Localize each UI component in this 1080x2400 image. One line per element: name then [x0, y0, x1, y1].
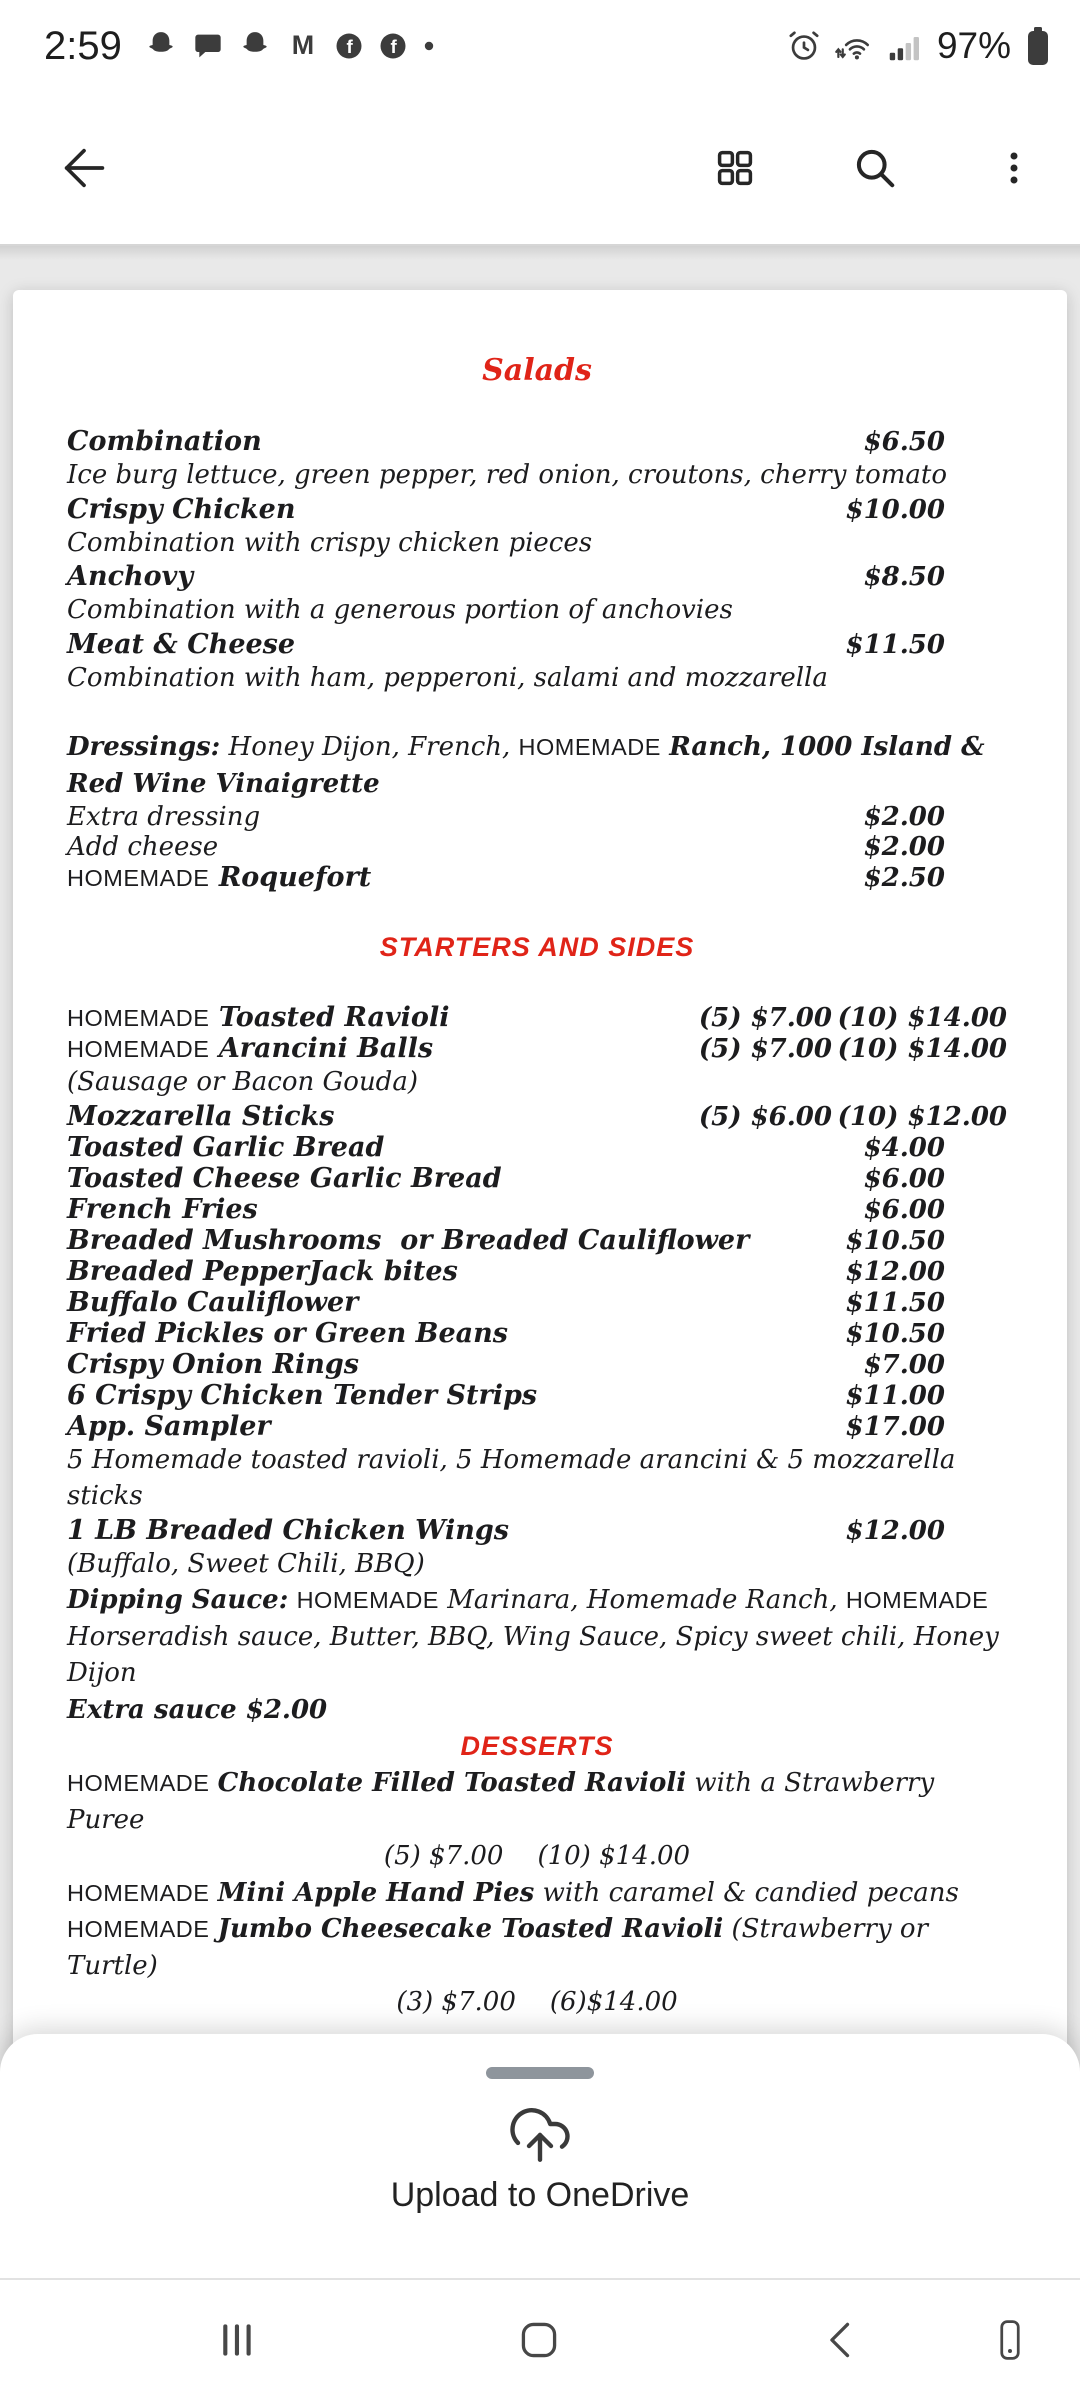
item-price-10: (10) $14.00 [537, 1841, 691, 1871]
dipping-sauce-paragraph: Dipping Sauce: HOMEMADE Marinara, Homemade Ranch, HOMEMADE [67, 1585, 989, 1615]
app-toolbar [0, 92, 1080, 244]
item-price: $6.50 [863, 427, 945, 457]
svg-text:f: f [390, 35, 397, 57]
item-price: $12.00 [845, 1256, 945, 1287]
item-name: Chocolate Filled Toasted Ravioli [217, 1768, 687, 1798]
item-price: $2.00 [863, 802, 945, 832]
menu-item-row [67, 862, 1007, 893]
section-title-salads: Salads [482, 353, 592, 388]
item-description: (Buffalo, Sweet Chili, BBQ) [67, 1548, 425, 1579]
item-name: Fried Pickles or Green Beans [67, 1317, 509, 1349]
back-icon [820, 2318, 864, 2362]
menu-item-row [67, 1225, 1007, 1256]
menu-item-row [67, 1287, 1007, 1318]
grid-view-icon [714, 147, 756, 189]
cloud-upload-icon [507, 2102, 573, 2168]
item-name: Extra dressing [67, 802, 261, 832]
status-bar [0, 0, 1080, 92]
item-name: Combination [67, 426, 262, 457]
item-price-10: (10) $14.00 [837, 1034, 1007, 1064]
item-name: Meat & Cheese [67, 628, 296, 660]
menu-item-row [67, 629, 1007, 660]
item-name: Toasted Garlic Bread [67, 1131, 385, 1163]
more-options-icon [994, 148, 1034, 188]
svg-text:M: M [291, 29, 315, 60]
dressings-paragraph: Dressings: Honey Dijon, French, HOMEMADE Ranch, 1000 Island & [67, 732, 985, 762]
menu-item-row [67, 1194, 1007, 1225]
item-name: Toasted Cheese Garlic Bread [67, 1162, 502, 1194]
homemade-label: HOMEMADE [518, 734, 661, 760]
menu-section-starters [67, 929, 1007, 1728]
item-price: $11.50 [845, 1287, 945, 1318]
item-description: Combination with a generous portion of anchovies [67, 595, 733, 625]
item-name: Breaded Mushrooms or Breaded Cauliflower [67, 1224, 750, 1256]
item-price-6: (6)$14.00 [549, 1987, 678, 2017]
back-button[interactable] [58, 142, 110, 194]
item-price-line [67, 1984, 1007, 2021]
system-status-icons [786, 25, 1050, 67]
menu-item-row [67, 1875, 1007, 1912]
recents-icon [215, 2318, 259, 2362]
chat-icon [192, 30, 224, 62]
battery-percent: 97% [936, 25, 1011, 66]
item-price-3: (3) $7.00 [396, 1987, 516, 2017]
item-name: Arancini Balls [218, 1033, 434, 1064]
item-price-5: (5) $7.00 [698, 1003, 832, 1033]
item-price: $11.00 [845, 1380, 945, 1411]
item-price-10: (10) $14.00 [837, 1003, 1007, 1033]
menu-item-row [67, 1256, 1007, 1287]
item-price: $2.00 [863, 832, 945, 862]
homemade-label: HOMEMADE [296, 1587, 439, 1613]
item-price: $6.00 [863, 1163, 945, 1194]
menu-section-desserts [67, 1728, 1007, 2021]
snapchat-icon [238, 29, 272, 63]
menu-item-row [67, 1318, 1007, 1349]
item-name: Breaded PepperJack bites [67, 1255, 458, 1287]
homemade-label: HOMEMADE [67, 1916, 210, 1942]
homemade-label: HOMEMADE [845, 1587, 989, 1613]
menu-item-row [67, 802, 1007, 832]
item-price-line [67, 1838, 1007, 1875]
menu-item-row [67, 1411, 1007, 1442]
facebook-icon [378, 31, 408, 61]
item-description: Combination with crispy chicken pieces [67, 527, 593, 558]
section-title-desserts: DESSERTS [460, 1731, 614, 1761]
device-icon [988, 2318, 1032, 2362]
item-price: $4.00 [863, 1132, 945, 1163]
section-title-starters: STARTERS AND SIDES [379, 932, 695, 962]
dipping-sauce-paragraph-line2: Horseradish sauce, Butter, BBQ, Wing Sauce, Spicy sweet chili, Honey Dijon [67, 1621, 999, 1688]
item-name: Mozzarella Sticks [67, 1100, 335, 1132]
item-price: $10.00 [845, 494, 945, 525]
upload-to-onedrive-button[interactable] [385, 2101, 696, 2216]
item-price: $6.00 [863, 1194, 945, 1225]
menu-item-row [67, 1002, 1007, 1033]
item-name: Roquefort [218, 862, 372, 893]
item-name: Anchovy [67, 561, 194, 592]
upload-to-onedrive-label: Upload to OneDrive [390, 2176, 690, 2214]
menu-item-row [67, 561, 1007, 592]
item-price: $10.50 [845, 1225, 945, 1256]
menu-item-row [67, 1101, 1007, 1132]
battery-icon [1026, 26, 1050, 66]
item-price: $2.50 [863, 863, 945, 893]
menu-item-row [67, 1380, 1007, 1411]
recents-button[interactable] [215, 2318, 259, 2362]
document-page[interactable] [13, 290, 1067, 2085]
bottom-sheet [0, 2034, 1080, 2282]
grid-view-button[interactable] [714, 147, 756, 189]
item-price-5: (5) $7.00 [698, 1034, 832, 1064]
item-name: Toasted Ravioli [218, 1002, 450, 1033]
item-suffix: (Strawberry or Turtle) [67, 1914, 928, 1981]
item-name: Add cheese [67, 832, 219, 862]
menu-item-row [67, 1765, 1007, 1838]
notification-dot-icon [422, 39, 436, 53]
clock-time: 2:59 [44, 23, 122, 68]
item-price-5: (5) $7.00 [383, 1841, 504, 1871]
extra-sauce-line: Extra sauce $2.00 [67, 1694, 328, 1725]
svg-text:f: f [346, 35, 353, 57]
facebook-icon [334, 31, 364, 61]
menu-item-row [67, 1911, 1007, 1984]
wifi-icon [835, 28, 873, 64]
snapchat-icon [144, 29, 178, 63]
item-suffix: with a Strawberry Puree [67, 1768, 935, 1835]
item-name: Mini Apple Hand Pies [217, 1877, 535, 1908]
item-name: Buffalo Cauliflower [67, 1286, 359, 1318]
search-button[interactable] [852, 145, 898, 191]
homemade-label: HOMEMADE [67, 865, 210, 891]
item-name: 6 Crispy Chicken Tender Strips [67, 1379, 538, 1411]
home-button[interactable] [517, 2318, 561, 2362]
menu-item-row [67, 426, 1007, 457]
navigation-bar [0, 2278, 1080, 2400]
item-price: $12.00 [845, 1515, 945, 1546]
item-price: $17.00 [845, 1411, 945, 1442]
homemade-label: HOMEMADE [67, 1879, 210, 1906]
notification-icons [144, 29, 436, 63]
dressings-paragraph-line2: Red Wine Vinaigrette [67, 768, 380, 799]
item-price: $8.50 [863, 562, 945, 592]
item-price-10: (10) $12.00 [837, 1101, 1007, 1132]
item-price: $11.50 [845, 629, 945, 660]
item-description: 5 Homemade toasted ravioli, 5 Homemade arancini & 5 mozzarella sticks [67, 1444, 956, 1511]
item-description: Ice burg lettuce, green pepper, red onion, croutons, cherry tomato [67, 460, 948, 490]
menu-section-salads [67, 352, 1007, 893]
alarm-icon [786, 28, 822, 64]
drag-handle[interactable] [486, 2067, 594, 2079]
item-name: Crispy Chicken [67, 493, 296, 525]
menu-item-row [67, 1132, 1007, 1163]
menu-item-row [67, 832, 1007, 862]
item-price: $7.00 [863, 1349, 945, 1380]
menu-item-row [67, 1349, 1007, 1380]
more-options-button[interactable] [994, 148, 1034, 188]
item-name: French Fries [67, 1193, 258, 1225]
menu-item-row [67, 1163, 1007, 1194]
homemade-label: HOMEMADE [67, 1036, 210, 1062]
item-price-5: (5) $6.00 [698, 1101, 832, 1132]
item-name: Crispy Onion Rings [67, 1348, 359, 1380]
back-icon [58, 142, 110, 194]
search-icon [852, 145, 898, 191]
homemade-label: HOMEMADE [67, 1770, 210, 1796]
item-name: 1 LB Breaded Chicken Wings [67, 1514, 509, 1546]
back-nav-button[interactable] [820, 2318, 864, 2362]
item-name: Jumbo Cheesecake Toasted Ravioli [217, 1914, 724, 1944]
signal-icon [886, 28, 922, 64]
menu-item-row [67, 1033, 1007, 1064]
item-price: $10.50 [845, 1318, 945, 1349]
item-suffix: with caramel & candied pecans [542, 1877, 959, 1908]
menu-item-row [67, 1515, 1007, 1546]
item-description: (Sausage or Bacon Gouda) [67, 1067, 418, 1097]
gmail-icon [286, 29, 320, 63]
homemade-label: HOMEMADE [67, 1005, 210, 1031]
device-button[interactable] [988, 2318, 1032, 2362]
item-description: Combination with ham, pepperoni, salami and mozzarella [67, 662, 828, 693]
menu-item-row [67, 494, 1007, 525]
home-icon [517, 2318, 561, 2362]
item-name: App. Sampler [67, 1410, 271, 1442]
